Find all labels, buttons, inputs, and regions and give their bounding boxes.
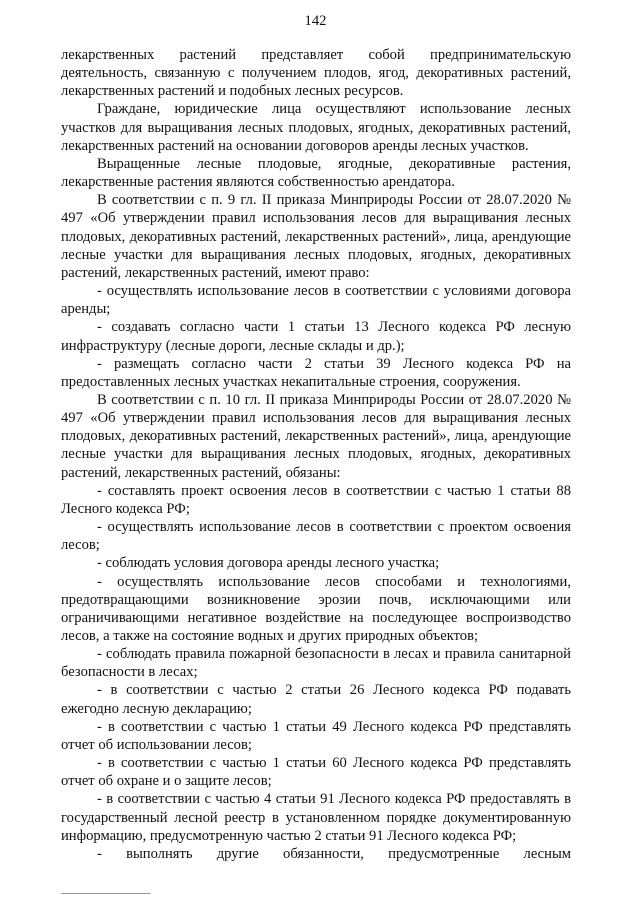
paragraph: Граждане, юридические лица осуществляют использование лесных участков для выращивания лесных плодовых, ягодных, декоративных растений, лекарственных растений на основании договоров аренды лесных участков.: [61, 101, 571, 154]
paragraph: Выращенные лесные плодовые, ягодные, декоративные растения, лекарственные растения являются собственностью арендатора.: [61, 155, 571, 191]
paragraph: лекарственных растений представляет собой предпринимательскую деятельность, связанную с получением плодов, ягод, декоративных растений, лекарственных растений и подобных лесных ресурсов.: [61, 47, 571, 100]
paragraph: В соответствии с п. 9 гл. II приказа Минприроды России от 28.07.2020 № 497 «Об утверждении правил использования лесов для выращивания лесных плодовых, декоративных растений, лекарственных растений», лица, арендующие лесные участки для выращивания лесных плодовых, ягодных, декоративных растений, лекарственных растений, имеют право:: [61, 192, 571, 281]
paragraph: - в соответствии с частью 1 статьи 49 Лесного кодекса РФ представлять отчет об использовании лесов;: [61, 718, 571, 753]
paragraph: - в соответствии с частью 1 статьи 60 Лесного кодекса РФ представлять отчет об охране и о защите лесов;: [61, 755, 571, 790]
paragraph: - осуществлять использование лесов способами и технологиями, предотвращающими возникновение эрозии почв, исключающими или ограничивающими негативное воздействие на последующее воспроизводство лесов, а также на состояние водных и других природных объектов;: [61, 573, 571, 644]
paragraph: - размещать согласно части 2 статьи 39 Лесного кодекса РФ на предоставленных лесных участках некапитальные строения, сооружения.: [61, 355, 571, 390]
footer-divider: [61, 893, 151, 894]
paragraph: - соблюдать условия договора аренды лесного участка;: [97, 555, 440, 572]
paragraph: - создавать согласно части 1 статьи 13 Лесного кодекса РФ лесную инфраструктуру (лесные дороги, лесные склады и др.);: [61, 319, 571, 354]
page-number: 142: [304, 13, 327, 29]
paragraph: - осуществлять использование лесов в соответствии с условиями договора аренды;: [61, 283, 571, 318]
document-body: [61, 46, 571, 863]
paragraph: - соблюдать правила пожарной безопасности в лесах и правила санитарной безопасности в лесах;: [61, 646, 571, 681]
paragraph: - осуществлять использование лесов в соответствии с проектом освоения лесов;: [61, 519, 571, 554]
paragraph: В соответствии с п. 10 гл. II приказа Минприроды России от 28.07.2020 № 497 «Об утверждении правил использования лесов для выращивания лесных плодовых, декоративных растений, лекарственных растений», лица, арендующие лесные участки для выращивания лесных плодовых, ягодных, декоративных растений, лекарственных растений, обязаны:: [61, 391, 571, 481]
paragraph: - в соответствии с частью 2 статьи 26 Лесного кодекса РФ подавать ежегодно лесную декларацию;: [61, 682, 571, 717]
paragraph: - выполнять другие обязанности, предусмотренные лесным: [97, 845, 571, 862]
paragraph: - в соответствии с частью 4 статьи 91 Лесного кодекса РФ предоставлять в государственный лесной реестр в установленном порядке документированную информацию, предусмотренную частью 2 статьи 91 Лесного кодекса РФ;: [61, 791, 571, 844]
paragraph: - составлять проект освоения лесов в соответствии с частью 1 статьи 88 Лесного кодекса РФ;: [61, 482, 571, 517]
